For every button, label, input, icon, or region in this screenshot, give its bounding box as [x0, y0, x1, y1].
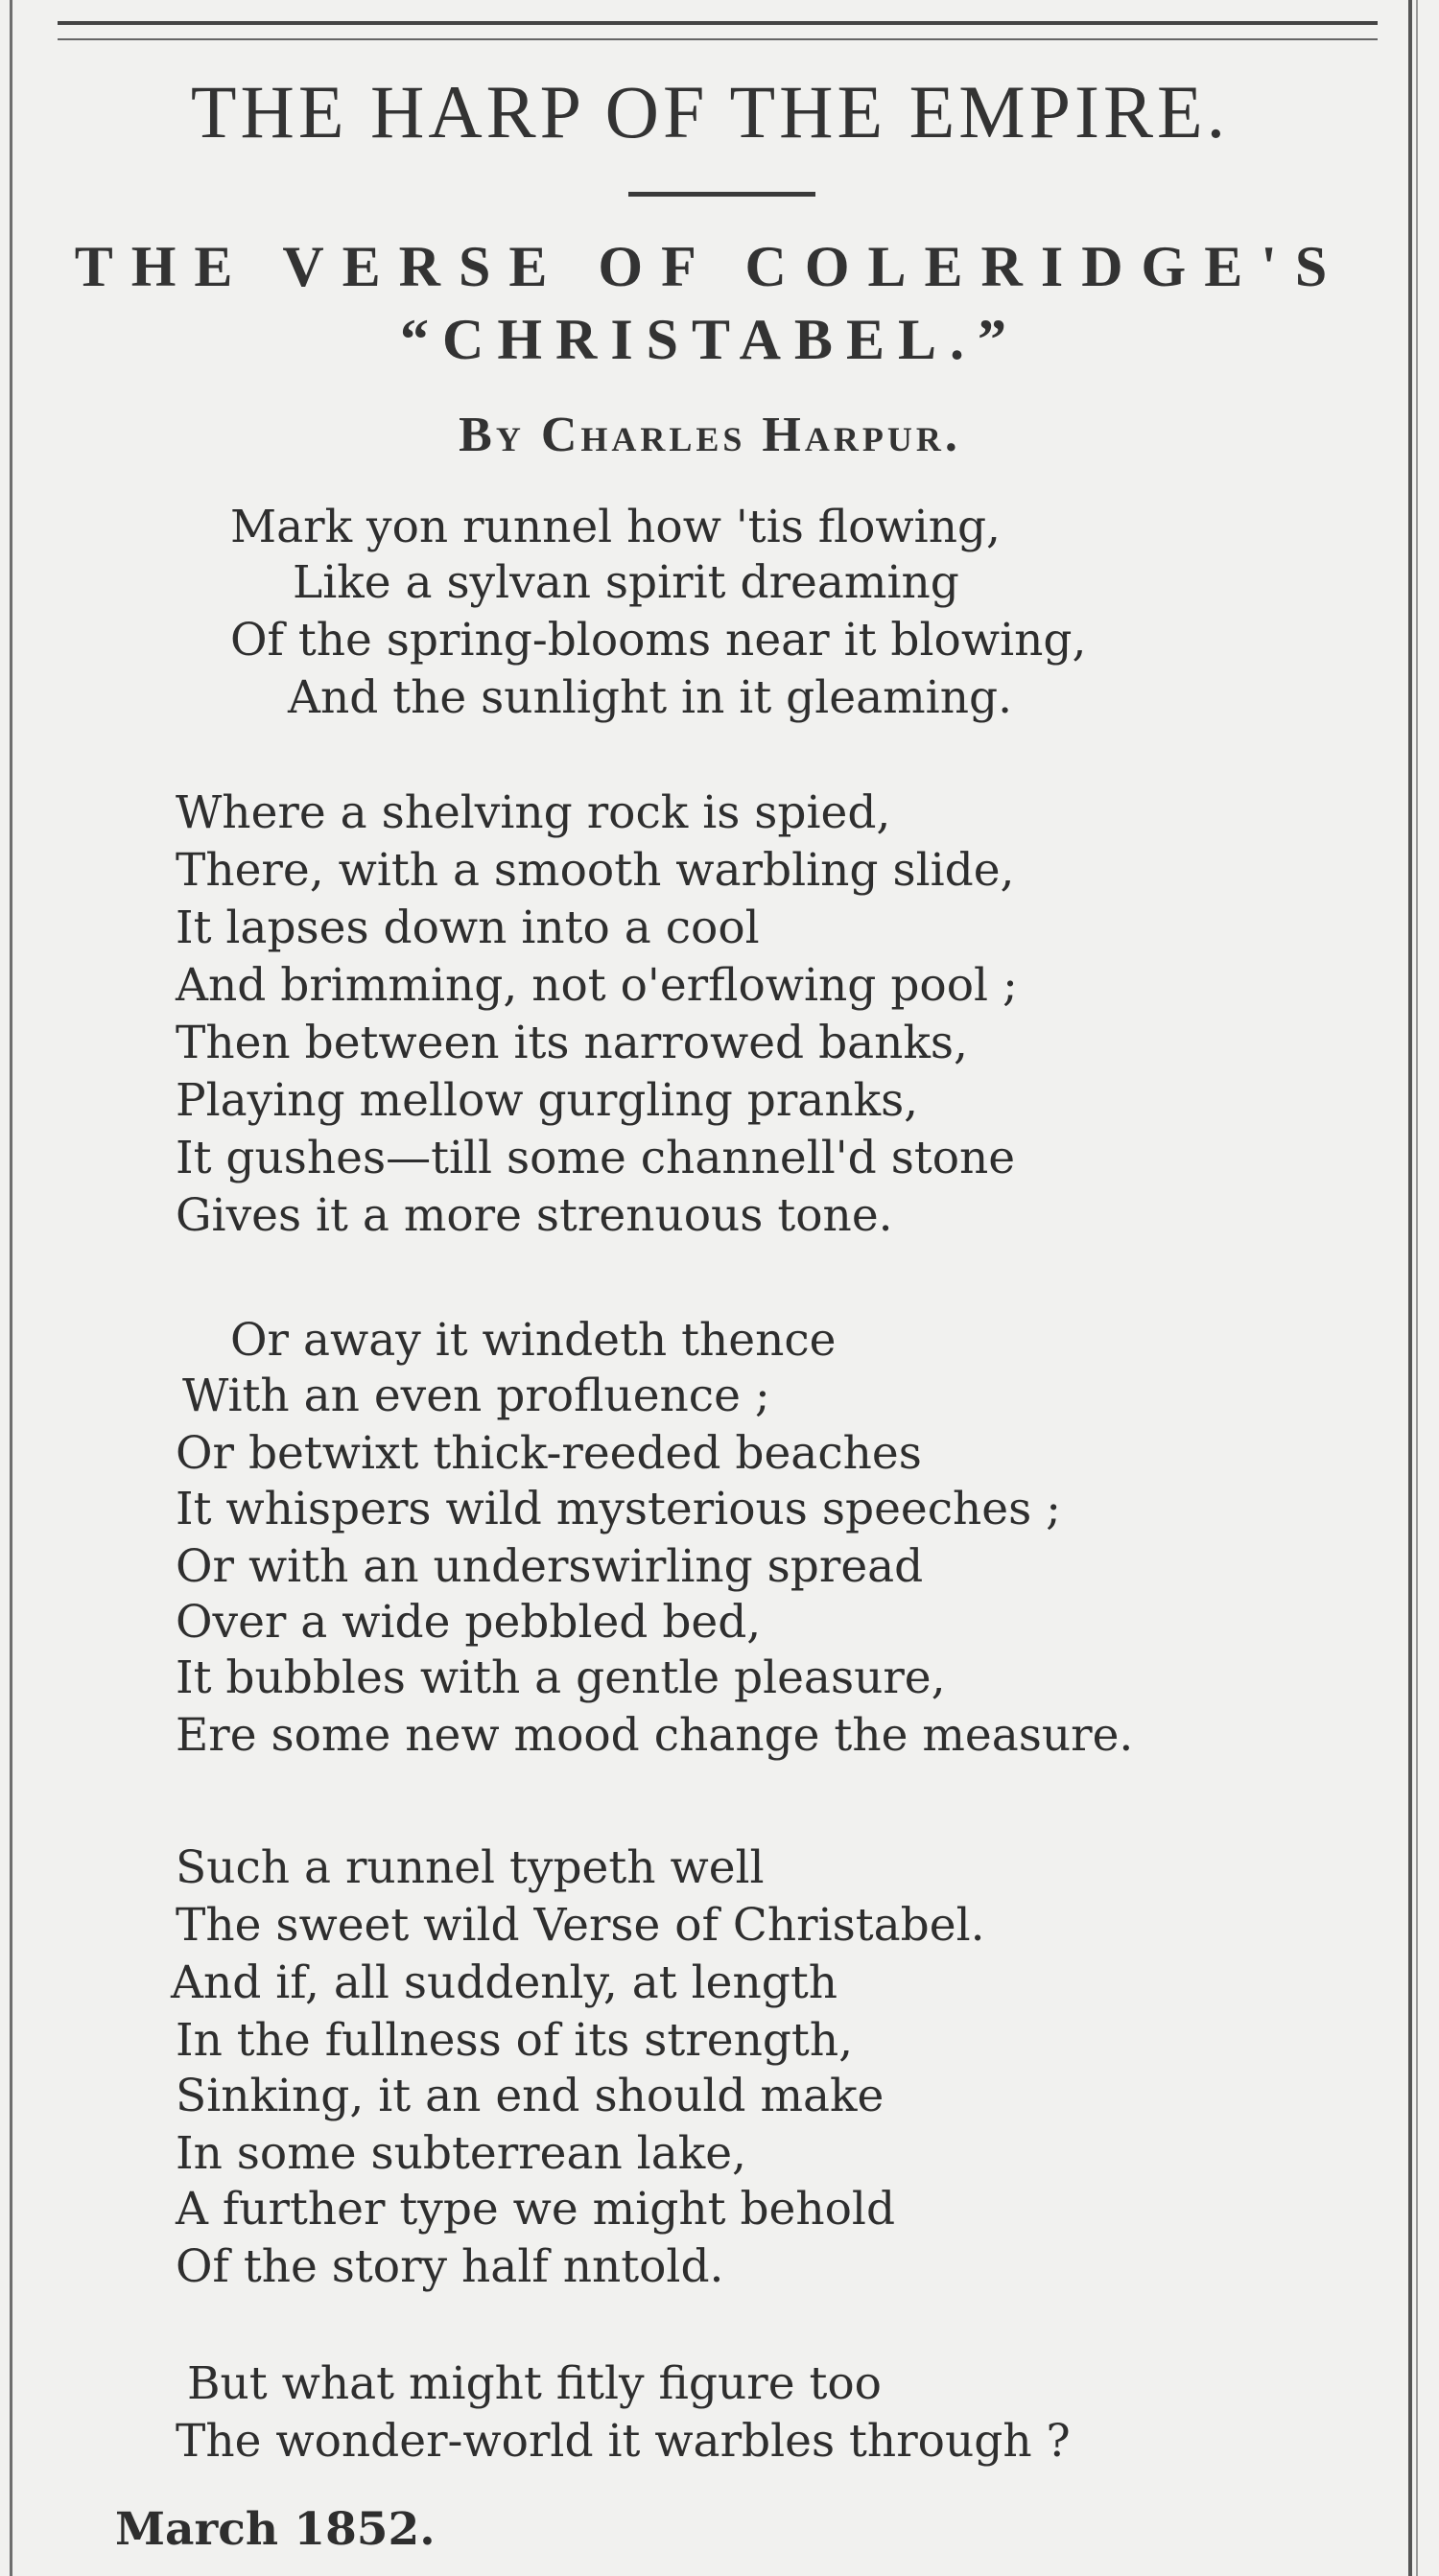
- poem-line: Then between its narrowed banks,: [176, 1017, 968, 1069]
- poem-line: In the fullness of its strength,: [176, 2014, 854, 2067]
- poem-line: Such a runnel typeth well: [176, 1841, 765, 1894]
- poem-line: But what might fitly figure too: [187, 2357, 882, 2410]
- poem-line: A further type we might behold: [176, 2183, 896, 2236]
- poem-line: It gushes—till some channell'd stone: [176, 1132, 1016, 1184]
- left-column-rule: [10, 0, 12, 2576]
- poem-line: Of the spring-blooms near it blowing,: [230, 614, 1087, 667]
- right-column-rule: [1408, 0, 1412, 2576]
- poem-line: Or betwixt thick-reeded beaches: [176, 1427, 922, 1480]
- poem-title-line-1: THE VERSE OF COLERIDGE'S: [74, 235, 1346, 298]
- poem-date: March 1852.: [115, 2503, 436, 2556]
- poem-line: And brimming, not o'erflowing pool ;: [176, 959, 1018, 1012]
- poem-line: Sinking, it an end should make: [176, 2070, 885, 2122]
- top-rule-thick: [58, 21, 1378, 25]
- poem-line: Like a sylvan spirit dreaming: [293, 556, 959, 609]
- poem-line: The sweet wild Verse of Christabel.: [176, 1899, 985, 1952]
- poem-line: Mark yon runnel how 'tis flowing,: [230, 501, 1001, 553]
- right-column-rule-thin: [1416, 0, 1418, 2576]
- poem-line: With an even profluence ;: [182, 1370, 770, 1422]
- poem-line: Or with an underswirling spread: [176, 1540, 924, 1593]
- poem-line: There, with a smooth warbling slide,: [176, 844, 1015, 897]
- poem-line: Or away it windeth thence: [230, 1314, 837, 1367]
- poem-line: It whispers wild mysterious speeches ;: [176, 1483, 1061, 1535]
- poem-line: Where a shelving rock is spied,: [176, 786, 891, 839]
- poem-line: It lapses down into a cool: [176, 902, 760, 954]
- poem-line: And the sunlight in it gleaming.: [288, 671, 1013, 724]
- poem-line: It bubbles with a gentle pleasure,: [176, 1651, 946, 1704]
- poem-line: Gives it a more strenuous tone.: [176, 1189, 893, 1242]
- poem-title-line-2: “CHRISTABEL.”: [399, 308, 1020, 371]
- poem-byline: By Charles Harpur.: [459, 408, 961, 462]
- heading-divider: [628, 192, 815, 197]
- poem-line: Of the story half nntold.: [176, 2240, 724, 2293]
- poem-line: Playing mellow gurgling pranks,: [176, 1074, 919, 1127]
- poem-line: The wonder-world it warbles through ?: [176, 2415, 1071, 2468]
- section-heading: THE HARP OF THE EMPIRE.: [190, 70, 1230, 153]
- poem-line: And if, all suddenly, at length: [171, 1956, 837, 2009]
- poem-line: Over a wide pebbled bed,: [176, 1596, 762, 1649]
- top-rule-thin: [58, 38, 1378, 40]
- poem-line: Ere some new mood change the measure.: [176, 1709, 1134, 1762]
- poem-line: In some subterrean lake,: [176, 2127, 746, 2180]
